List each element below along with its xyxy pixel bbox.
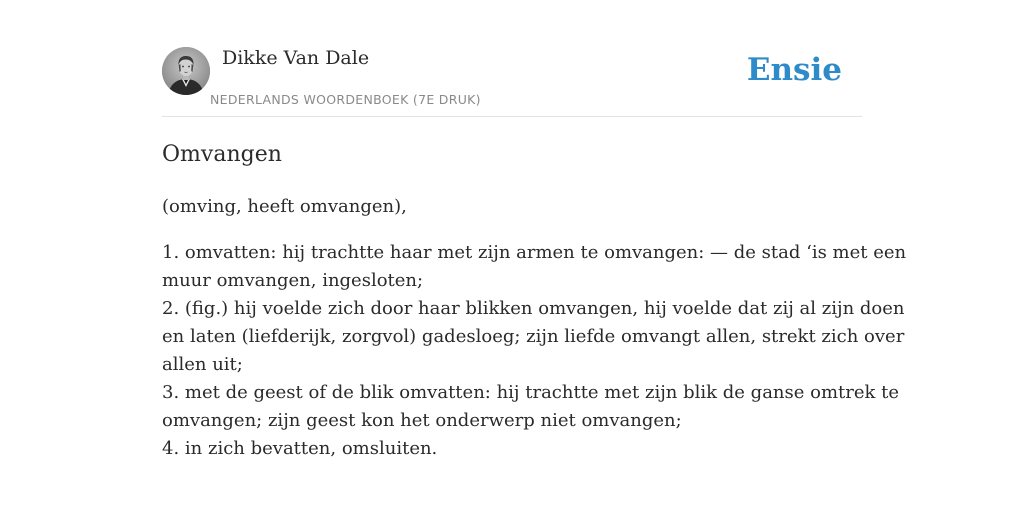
definition-line: en laten (liefderijk, zorgvol) gadesloeg; zijn liefde omvangt allen, strekt zich over — [162, 326, 905, 347]
definition-line: 4. in zich bevatten, omsluiten. — [162, 438, 438, 459]
ensie-logo[interactable]: Ensie — [746, 52, 842, 88]
entry-grammar: (omving, heeft omvangen), — [162, 196, 407, 217]
definition-line: omvangen; zijn geest kon het onderwerp niet omvangen; — [162, 410, 682, 431]
definition-line: 2. (fig.) hij voelde zich door haar blikken omvangen, hij voelde dat zij al zijn doen — [162, 298, 905, 319]
author-name[interactable]: Dikke Van Dale — [222, 47, 370, 69]
entry-card — [162, 0, 907, 512]
source-label[interactable]: NEDERLANDS WOORDENBOEK (7E DRUK) — [210, 92, 481, 107]
author-avatar[interactable] — [162, 47, 210, 95]
entry-title: Omvangen — [162, 142, 282, 167]
definition-line: 1. omvatten: hij trachtte haar met zijn armen te omvangen: — de stad ‘is met een — [162, 242, 907, 263]
definition-line: muur omvangen, ingesloten; — [162, 270, 424, 291]
definition-line: allen uit; — [162, 354, 243, 375]
entry-definitions — [162, 239, 907, 463]
definition-line: 3. met de geest of de blik omvatten: hij trachtte met zijn blik de ganse omtrek te — [162, 382, 900, 403]
portrait-photo-icon — [162, 47, 210, 95]
entry-header — [162, 0, 862, 117]
